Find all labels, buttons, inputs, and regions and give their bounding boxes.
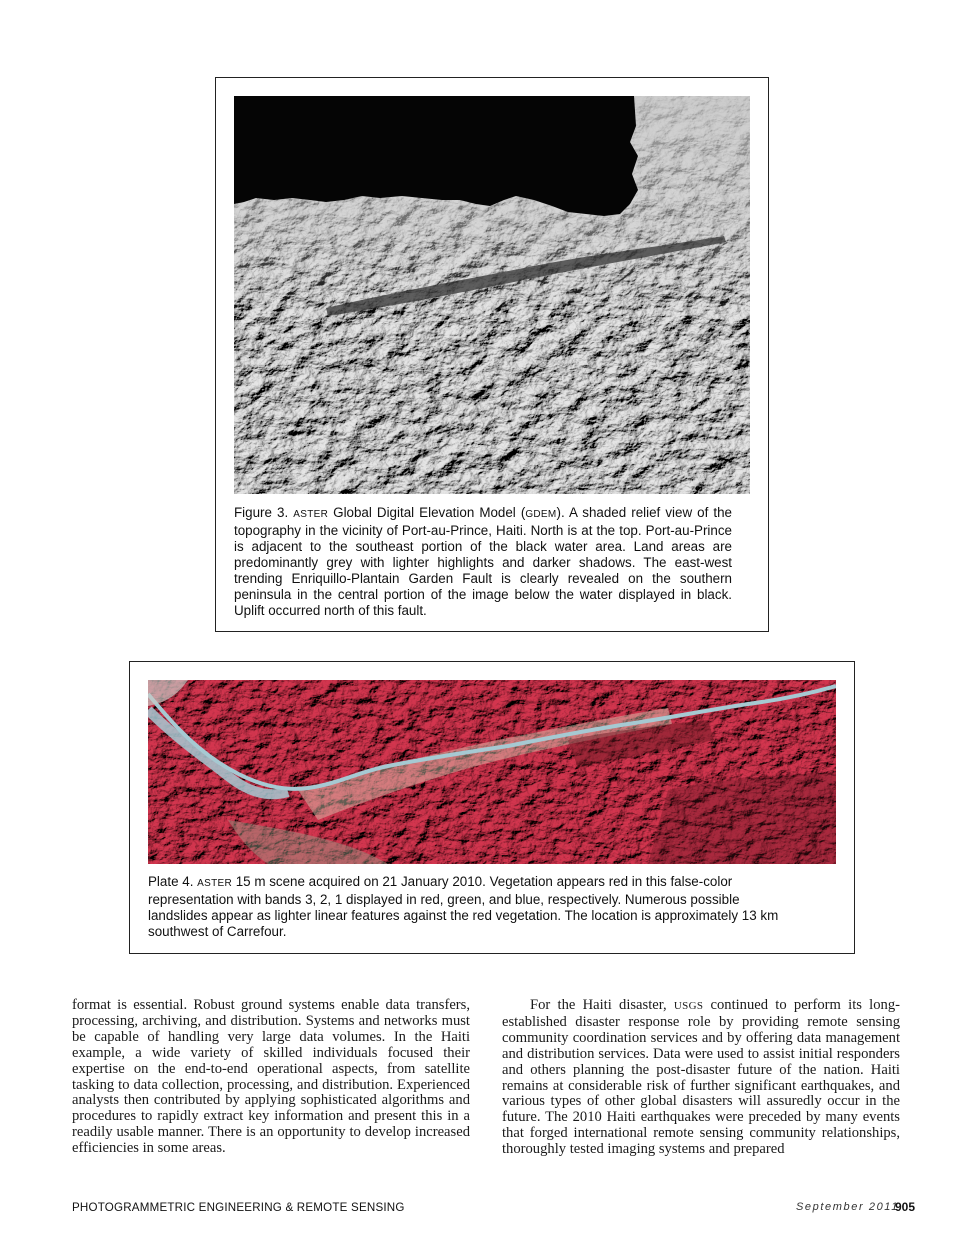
plate-4-caption-text: 15 m scene acquired on 21 January 2010. Vegetation appears red in this false-color representation with bands 3, 2, 1 displayed in red, green, and blue, respectively. Numerous possible landslides appear as lighter linear features against the red vegetation. The location is approximately 13 km southwest of Carrefour.	[148, 874, 779, 939]
figure-3-caption-text: ). A shaded relief view of the topography in the vicinity of Port-au-Prince, Haiti. North is at the top. Port-au-Prince is adjacent to the southeast portion of the black water area. Land areas are predominantly grey with lighter highlights and darker shadows. The east-west trending Enriquillo-Plantain Garden Fault is clearly revealed on the southern peninsula in the central portion of the image below the water displayed in black. Uplift occurred north of this fault.	[234, 505, 733, 618]
plate-4-caption	[148, 874, 802, 940]
plate-4-caption-lead: Plate 4.	[148, 874, 194, 889]
body-right-start: For the Haiti disaster,	[530, 997, 674, 1013]
footer-journal-title: PHOTOGRAMMETRIC ENGINEERING & REMOTE SENSING	[72, 1201, 405, 1214]
footer-page-number: 905	[895, 1200, 916, 1214]
figure-3-caption	[234, 505, 732, 619]
figure-3-caption-gdem: GDEM	[525, 509, 557, 520]
figure-3	[215, 77, 769, 632]
body-left-column: format is essential. Robust ground systems enable data transfers, processing, archiving, and distribution. Systems and networks must be capable of handling very large data volumes. In the Haiti example, a wide variety of skilled individuals focused their expertise on the end-to-end operational aspects, from satellite tasking to data collection, processing, and distribution. Experienced analysts then contributed by applying sophisticated algorithms and procedures to rapidly extract key information and present this in a readily usable manner. There is an opportunity to develop increased efficiencies in some areas.	[72, 997, 470, 1157]
figure-3-caption-mid: Global Digital Elevation Model (	[328, 505, 526, 520]
body-right-column	[502, 998, 900, 1158]
plate-4-false-color-image	[148, 680, 836, 864]
figure-3-shaded-relief-image	[234, 96, 750, 494]
body-right-text: continued to perform its long-established disaster response role by providing remote sensing community coordination services and by offering data management and distribution services. Data were used to assist initial responders and others planning the post-disaster future of the nation. Haiti remains at considerable risk of further significant earthquakes, and various types of other global disasters will assuredly occur in the future. The 2010 Haiti earthquakes were preceded by many events that forged international remote sensing community relationships, thoroughly tested imaging systems and prepared	[502, 997, 900, 1158]
figure-3-caption-aster: ASTER	[293, 509, 329, 520]
footer-date: September 2011	[796, 1201, 899, 1213]
plate-4-caption-aster: ASTER	[197, 878, 232, 889]
plate-4	[129, 661, 855, 954]
body-right-usgs: USGS	[673, 1000, 704, 1012]
figure-3-caption-lead: Figure 3.	[234, 505, 289, 520]
